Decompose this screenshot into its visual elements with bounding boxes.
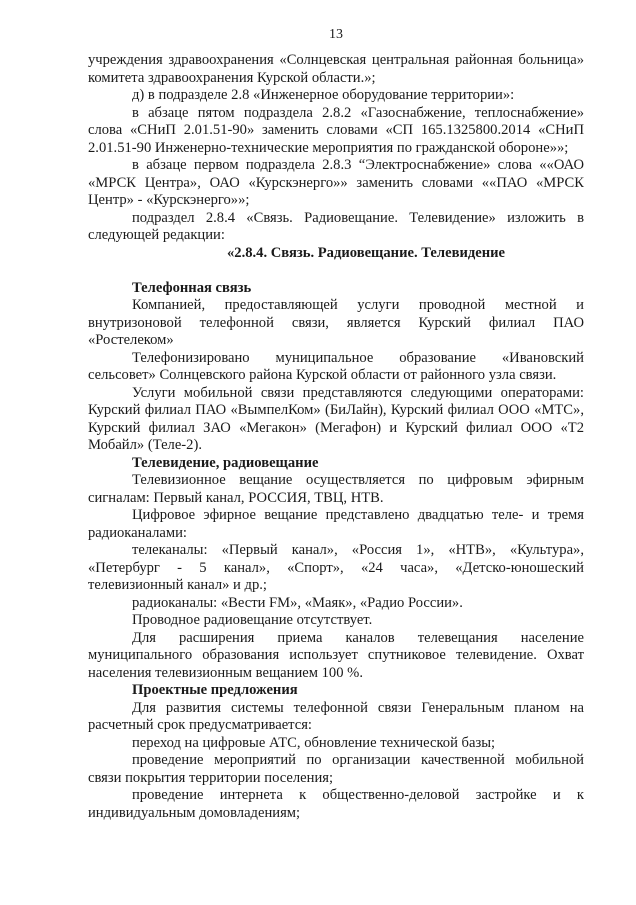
document-body: [88, 52, 584, 822]
paragraph: Для расширения приема каналов телевещания население муниципального образования использует спутниковое телевидение. Охват населения телевизионным вещанием 100 %.: [88, 629, 584, 681]
subsection-heading: Телефонная связь: [132, 279, 252, 296]
page-number: 13: [329, 27, 343, 42]
paragraph: Услуги мобильной связи представляются следующими операторами: Курский филиал ПАО «ВымпелКом» (БиЛайн), Курский филиал ООО «МТС», Курский филиал ЗАО «Мегакон» (Мегафон) и Курский филиал ООО «Т2 Мобайл» (Теле-2).: [88, 384, 584, 453]
paragraph: Компанией, предоставляющей услуги проводной местной и внутризоновой телефонной связи, является Курский филиал ПАО «Ростелеком»: [88, 297, 584, 348]
section-heading: «2.8.4. Связь. Радиовещание. Телевидение: [226, 244, 506, 261]
paragraph: радиоканалы: «Вести FM», «Маяк», «Радио России».: [132, 594, 463, 611]
subsection-heading: Проектные предложения: [132, 682, 298, 698]
paragraph: в абзаце первом подраздела 2.8.3 “Электроснабжение» слова ««ОАО «МРСК Центра», ОАО «Курскэнерго»» заменить словами ««ПАО «МРСК Центр» - «Курскэнерго»»;: [88, 157, 584, 208]
paragraph: в абзаце пятом подраздела 2.8.2 «Газоснабжение, теплоснабжение» слова «СНиП 2.01.51-90» заменить словами «СП 165.1325800.2014 «СНиП 2.01.51-90 Инженерно-технические мероприятия по гражданской обороне»»;: [88, 104, 584, 156]
paragraph: Телевизионное вещание осуществляется по цифровым эфирным сигналам: Первый канал, РОССИЯ, ТВЦ, НТВ.: [88, 472, 584, 506]
paragraph: подраздел 2.8.4 «Связь. Радиовещание. Телевидение» изложить в следующей редакции:: [88, 209, 584, 243]
paragraph: д) в подразделе 2.8 «Инженерное оборудование территории»:: [132, 87, 515, 103]
paragraph: Проводное радиовещание отсутствует.: [132, 612, 373, 628]
paragraph: телеканалы: «Первый канал», «Россия 1», «НТВ», «Культура», «Петербург - 5 канал», «Спорт», «24 часа», «Детско-юношеский телевизионный канал» и др.;: [88, 542, 584, 593]
paragraph: учреждения здравоохранения «Солнцевская центральная районная больница» комитета здравоохранения Курской области.»;: [88, 52, 584, 86]
paragraph: Телефонизировано муниципальное образование «Ивановский сельсовет» Солнцевского района Курской области от районного узла связи.: [88, 349, 584, 383]
paragraph: Цифровое эфирное вещание представлено двадцатью теле- и тремя радиоканалами:: [88, 507, 584, 541]
paragraph: Для развития системы телефонной связи Генеральным планом на расчетный срок предусматривается:: [88, 699, 584, 733]
paragraph: переход на цифровые АТС, обновление технической базы;: [132, 734, 496, 751]
subsection-heading: Телевидение, радиовещание: [132, 454, 319, 471]
paragraph: проведение мероприятий по организации качественной мобильной связи покрытия территории поселения;: [88, 752, 584, 786]
paragraph: проведение интернета к общественно-деловой застройке и к индивидуальным домовладениям;: [88, 787, 584, 821]
